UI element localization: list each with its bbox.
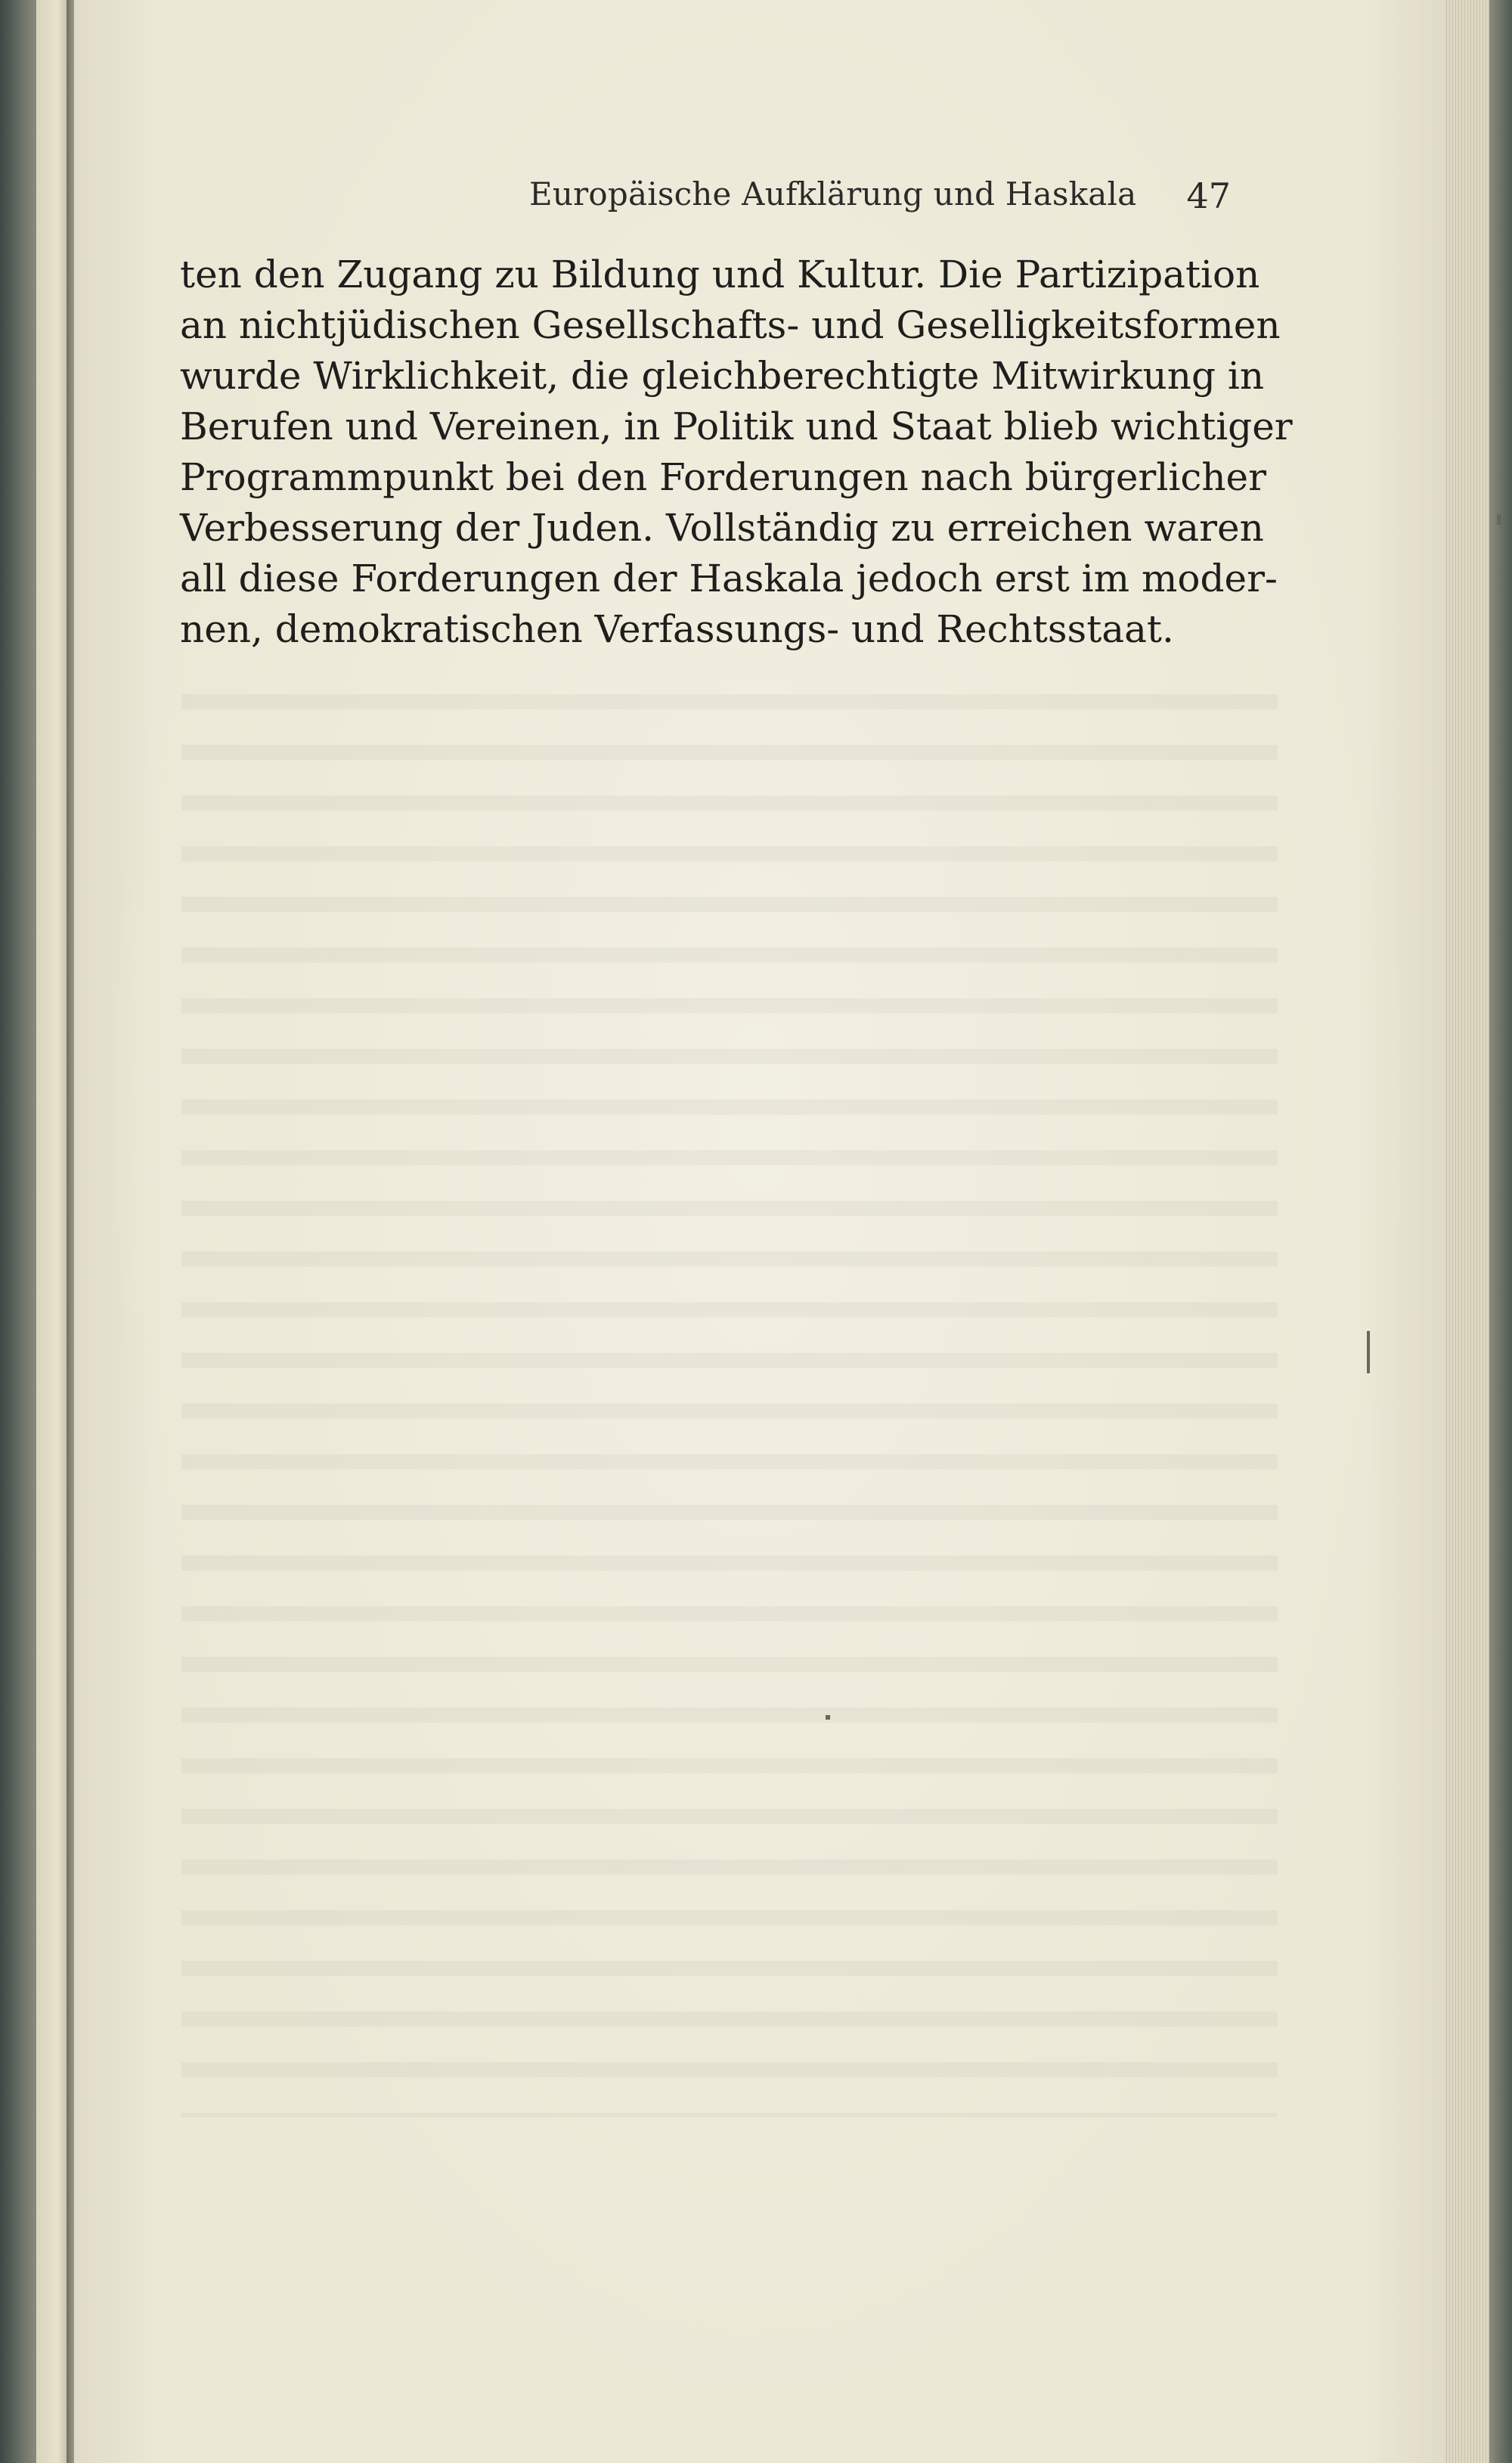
book-gutter bbox=[67, 0, 74, 2463]
verso-showthrough bbox=[181, 665, 1278, 2117]
page-number: 47 bbox=[1186, 175, 1231, 216]
text-line: nen, demokratischen Verfassungs- und Rechtsstaat. bbox=[180, 607, 1174, 651]
stray-mark bbox=[1367, 1331, 1370, 1373]
previous-page-edge bbox=[36, 0, 67, 2463]
running-head: Europäische Aufklärung und Haskala bbox=[529, 175, 1137, 212]
text-line: Programmpunkt bei den Forderungen nach bürgerlicher bbox=[180, 455, 1267, 499]
scanner-left-edge bbox=[0, 0, 36, 2463]
scanner-right-edge bbox=[1489, 0, 1512, 2463]
text-line: Berufen und Vereinen, in Politik und Staat blieb wichtiger bbox=[180, 405, 1293, 448]
text-line: ten den Zugang zu Bildung und Kultur. Die Partizipation bbox=[180, 253, 1260, 296]
stacked-page-edges bbox=[1444, 0, 1489, 2463]
stray-mark bbox=[826, 1715, 830, 1720]
stray-mark bbox=[1497, 514, 1501, 525]
body-text bbox=[180, 250, 1293, 655]
text-line: Verbesserung der Juden. Vollständig zu erreichen waren bbox=[180, 506, 1264, 550]
text-line: all diese Forderungen der Haskala jedoch erst im moder- bbox=[180, 557, 1278, 600]
text-line: wurde Wirklichkeit, die gleichberechtigte Mitwirkung in bbox=[180, 354, 1265, 398]
text-line: an nichtjüdischen Gesellschafts- und Geselligkeitsformen bbox=[180, 303, 1281, 347]
